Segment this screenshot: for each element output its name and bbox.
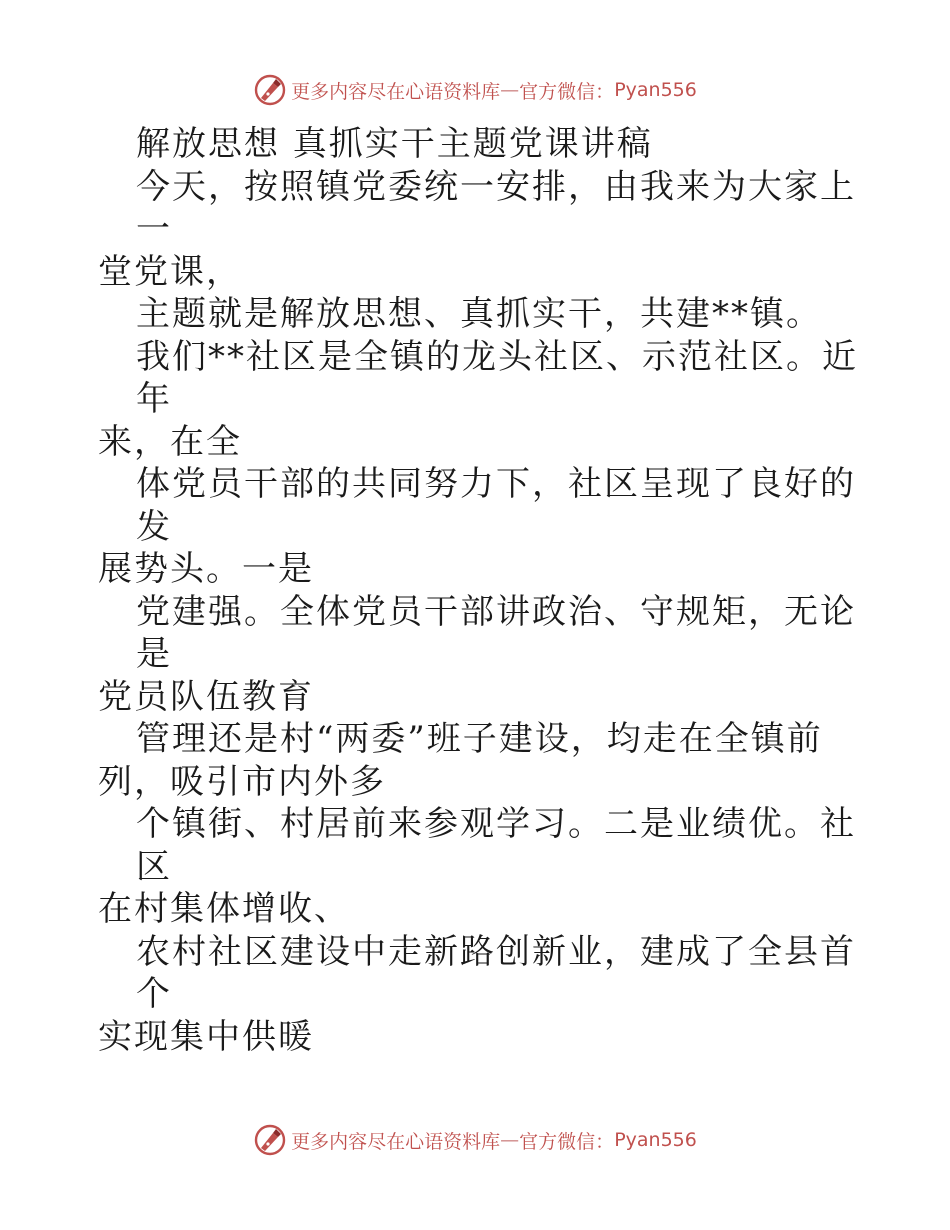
text-line: 堂党课， — [98, 251, 242, 292]
text-line: 在村集体增收、 — [98, 889, 350, 929]
text-line: 管理还是村“两委”班子建设，均走在全镇前 — [136, 719, 823, 759]
footer-banner — [0, 1120, 950, 1160]
text-line: 主题就是解放思想、真抓实干，共建**镇。 — [136, 294, 822, 334]
banner-contact-value: Pyan556 — [614, 1129, 697, 1151]
text-line: 农村社区建设中走新路创新业，建成了全县首个 — [136, 931, 856, 1014]
header-banner — [0, 70, 950, 110]
banner-contact-label: 官方微信： — [519, 1130, 615, 1153]
banner-brand: 更多内容尽在心语资料库 — [291, 1130, 501, 1153]
banner-separator: — — [500, 1129, 520, 1151]
text-line: 体党员干部的共同努力下，社区呈现了良好的发 — [136, 464, 856, 547]
text-line: 今天，按照镇党委统一安排，由我来为大家上一 — [136, 166, 856, 249]
banner-separator: — — [500, 79, 520, 101]
banner-contact-label: 官方微信： — [519, 80, 615, 103]
text-line: 我们**社区是全镇的龙头社区、示范社区。近年 — [136, 336, 858, 419]
text-line: 个镇街、村居前来参观学习。二是业绩优。社区 — [136, 804, 856, 887]
banner-brand: 更多内容尽在心语资料库 — [291, 80, 501, 103]
pen-nib-icon — [253, 73, 287, 107]
pen-nib-icon — [253, 1123, 287, 1157]
text-line: 实现集中供暖 — [98, 1016, 314, 1057]
banner-contact-value: Pyan556 — [614, 79, 697, 101]
document-body — [98, 123, 858, 1058]
text-line: 列，吸引市内外多 — [98, 761, 386, 802]
text-line: 来，在全 — [98, 421, 242, 462]
text-line: 党员队伍教育 — [98, 676, 314, 717]
text-line: 党建强。全体党员干部讲政治、守规矩，无论是 — [136, 591, 856, 674]
text-line: 展势头。一是 — [98, 549, 314, 589]
document-title: 解放思想 真抓实干主题党课讲稿 — [136, 124, 653, 164]
